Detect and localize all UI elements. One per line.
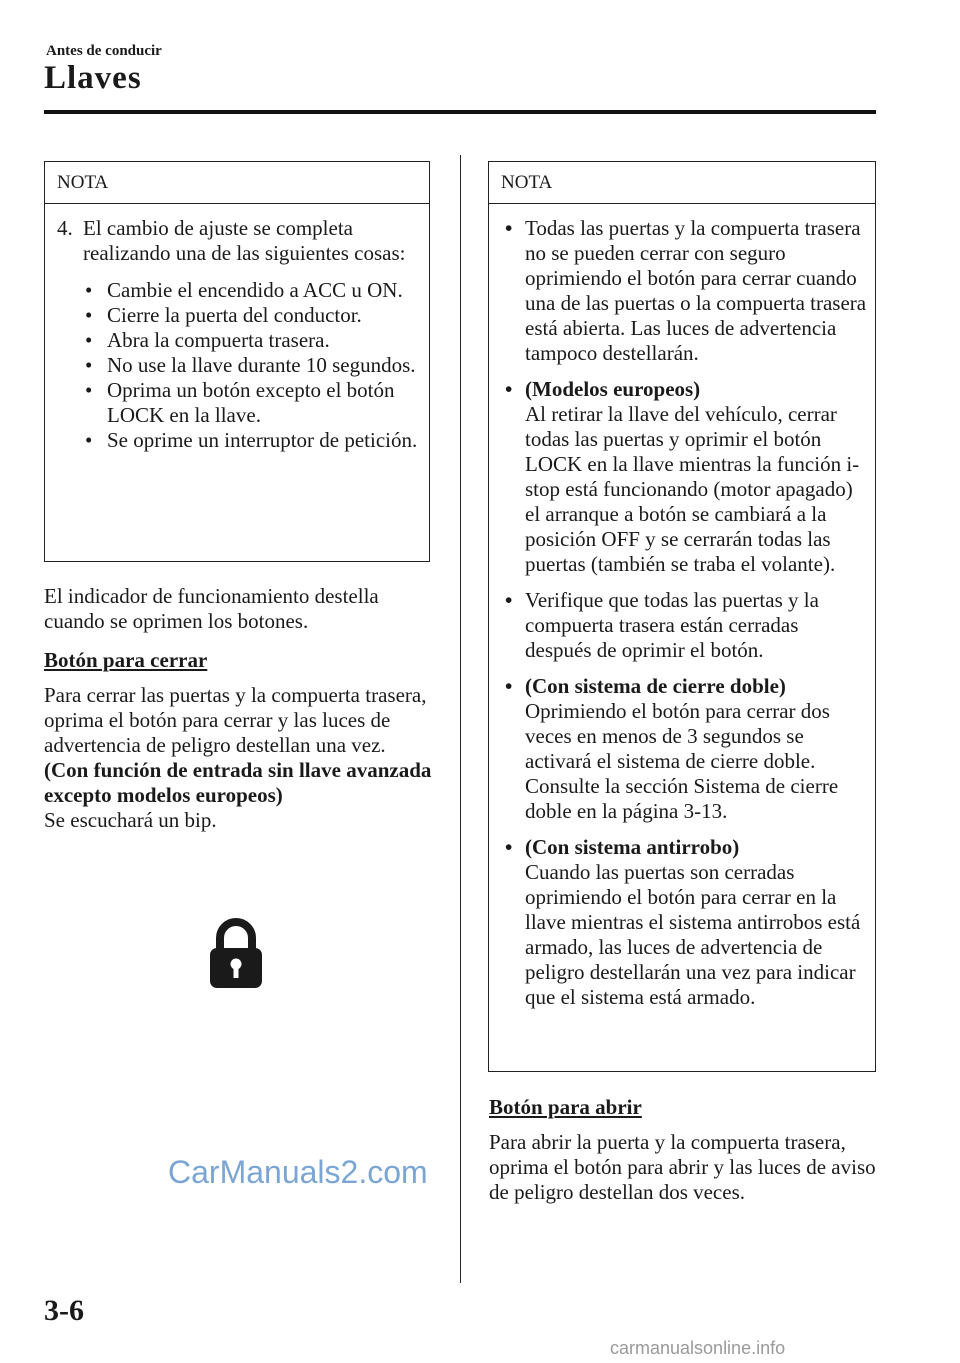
header-rule (44, 110, 876, 114)
unlock-paragraph: Para abrir la puerta y la compuerta trasera, oprima el botón para abrir y las luces de aviso de peligro destellan dos veces. (489, 1130, 876, 1204)
list-item: • Cierre la puerta del conductor. (85, 303, 362, 327)
indicator-paragraph: El indicador de funcionamiento destella cuando se oprimen los botones. (44, 584, 379, 633)
list-item: • (Con sistema antirrobo) Cuando las puertas son cerradas oprimiendo el botón para cerrar en la llave mientras el sistema antirrobos está armado, las luces de advertencia de peligro destellarán una vez para indicar que el sistema está armado. (505, 835, 861, 1009)
bullet-icon: • (85, 378, 93, 402)
note-list (489, 216, 867, 1010)
watermark-logo: CarManuals2.com (168, 1154, 428, 1190)
bullet-icon: • (505, 377, 513, 401)
lock-button-heading: Botón para cerrar (44, 648, 208, 672)
note-label: NOTA (45, 162, 429, 204)
bullet-icon: • (505, 588, 513, 612)
list-item: • No use la llave durante 10 segundos. (85, 353, 416, 377)
list-item: • Abra la compuerta trasera. (85, 328, 330, 352)
lock-beep-text: Se escuchará un bip. (44, 808, 217, 832)
list-item: • Oprima un botón excepto el botón LOCK en la llave. (85, 378, 395, 427)
bullet-icon: • (85, 428, 93, 452)
list-item: • Verifique que todas las puertas y la compuerta trasera están cerradas después de oprimir el botón. (505, 588, 819, 662)
footer-watermark: carmanualsonline.info (610, 1338, 786, 1358)
list-item: • Todas las puertas y la compuerta trasera no se pueden cerrar con seguro oprimiendo el botón para cerrar cuando una de las puertas o la compuerta trasera está abierta. Las luces de advertencia tampoco destellarán. (505, 216, 867, 365)
list-item: • (Con sistema de cierre doble) Oprimiendo el botón para cerrar dos veces en menos de 3 segundos se activará el sistema de cierre doble. Consulte la sección Sistema de cierre doble en la página 3-13. (505, 674, 839, 823)
numbered-item (57, 216, 419, 266)
lock-icon (208, 918, 264, 995)
bullet-icon: • (505, 216, 513, 240)
lock-paragraph (44, 683, 434, 833)
unlock-button-heading: Botón para abrir (489, 1095, 642, 1119)
lock-text: Para cerrar las puertas y la compuerta trasera, oprima el botón para cerrar y las luces de advertencia de peligro destellan una vez. (44, 683, 427, 757)
list-item: • Se oprime un interruptor de petición. (85, 428, 418, 452)
option-list (57, 278, 419, 453)
bullet-icon: • (85, 303, 93, 327)
note-box-left (44, 161, 430, 562)
bullet-icon: • (85, 353, 93, 377)
list-item: • Cambie el encendido a ACC u ON. (85, 278, 403, 302)
item-text: El cambio de ajuste se completa realizando una de las siguientes cosas: (83, 216, 406, 265)
item-number: 4. (57, 216, 73, 240)
bullet-icon: • (85, 278, 93, 302)
list-item: • (Modelos europeos) Al retirar la llave del vehículo, cerrar todas las puertas y oprimir el botón LOCK en la llave mientras la función i-stop está funcionando (motor apagado) el arranque a botón se cambiará a la posición OFF y se cerrarán todas las puertas (también se traba el volante). (505, 377, 860, 576)
note-label: NOTA (489, 162, 875, 204)
section-label: Antes de conducir (46, 43, 162, 59)
note-box-right (488, 161, 876, 1072)
bullet-icon: • (505, 674, 513, 698)
column-divider (460, 155, 461, 1283)
page-number: 3-6 (44, 1294, 84, 1327)
bullet-icon: • (505, 835, 513, 859)
lock-condition: (Con función de entrada sin llave avanzada excepto modelos europeos) (44, 758, 432, 807)
bullet-icon: • (85, 328, 93, 352)
page-title: Llaves (44, 60, 142, 96)
